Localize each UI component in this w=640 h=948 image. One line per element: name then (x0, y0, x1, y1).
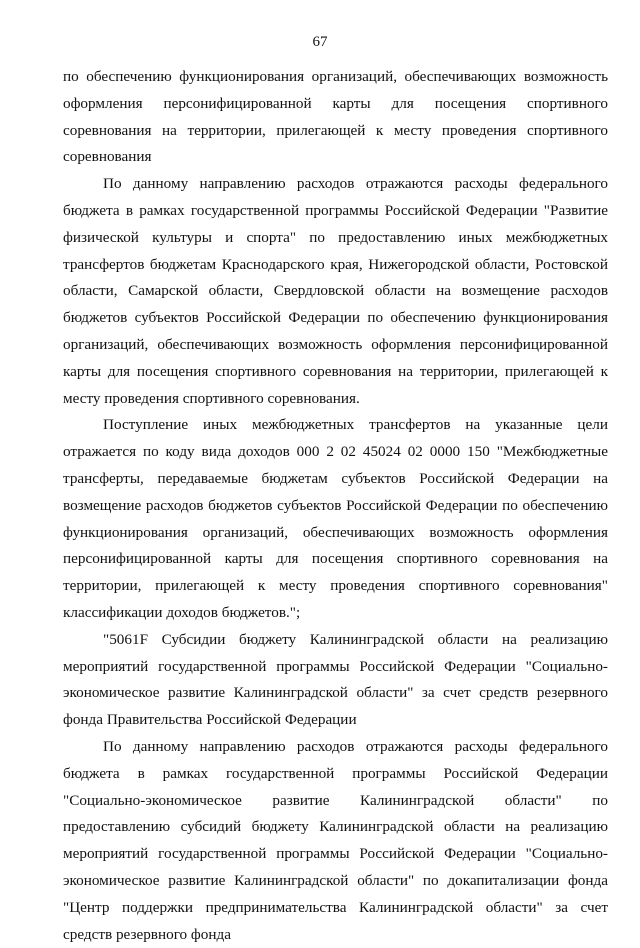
paragraph-revenue-code: Поступление иных межбюджетных трансфертов на указанные цели отражается по коду вида доходов 000 2 02 45024 02 0000 150 "Межбюджетные трансферты, передаваемые бюджетам субъектов Российской Федерации на возмещение расходов бюджетов субъектов Российской Федерации по обеспечению функционирования организаций, обеспечивающих возможность оформления персонифицированной карты для посещения спортивного соревнования на территории, прилегающей к месту проведения спортивного соревнования" классификации доходов бюджетов."; (63, 416, 608, 621)
paragraph-expense-description: По данному направлению расходов отражаются расходы федерального бюджета в рамках государственной программы Российской Федерации "Развитие физической культуры и спорта" по предоставлению иных межбюджетных трансфертов бюджетам Краснодарского края, Нижегородской области, Ростовской области, Самарской области, Свердловской области на возмещение расходов бюджетов субъектов Российской Федерации по обеспечению функционирования организаций, обеспечивающих возможность оформления персонифицированной карты для посещения спортивного соревнования на территории, прилегающей к месту проведения спортивного соревнования. (63, 175, 608, 407)
paragraph-continuation: по обеспечению функционирования организаций, обеспечивающих возможность оформления персонифицированной карты для посещения спортивного соревнования на территории, прилегающей к месту проведения спортивного соревнования (63, 68, 608, 166)
page-number: 67 (312, 34, 328, 50)
document-body (63, 64, 608, 948)
paragraph-item-description: По данному направлению расходов отражаются расходы федерального бюджета в рамках государственной программы Российской Федерации "Социально-экономическое развитие Калининградской области" по предоставлению субсидий бюджету Калининградской области на реализацию мероприятий государственной программы Российской Федерации "Социально-экономическое развитие Калининградской области" по докапитализации фонда "Центр поддержки предпринимательства Калининградской области" за счет средств резервного фонда (63, 737, 608, 943)
paragraph-item-heading: "5061F Субсидии бюджету Калининградской области на реализацию мероприятий государственной программы Российской Федерации "Социально-экономическое развитие Калининградской области" за счет средств резервного фонда Правительства Российской Федерации (63, 630, 608, 729)
